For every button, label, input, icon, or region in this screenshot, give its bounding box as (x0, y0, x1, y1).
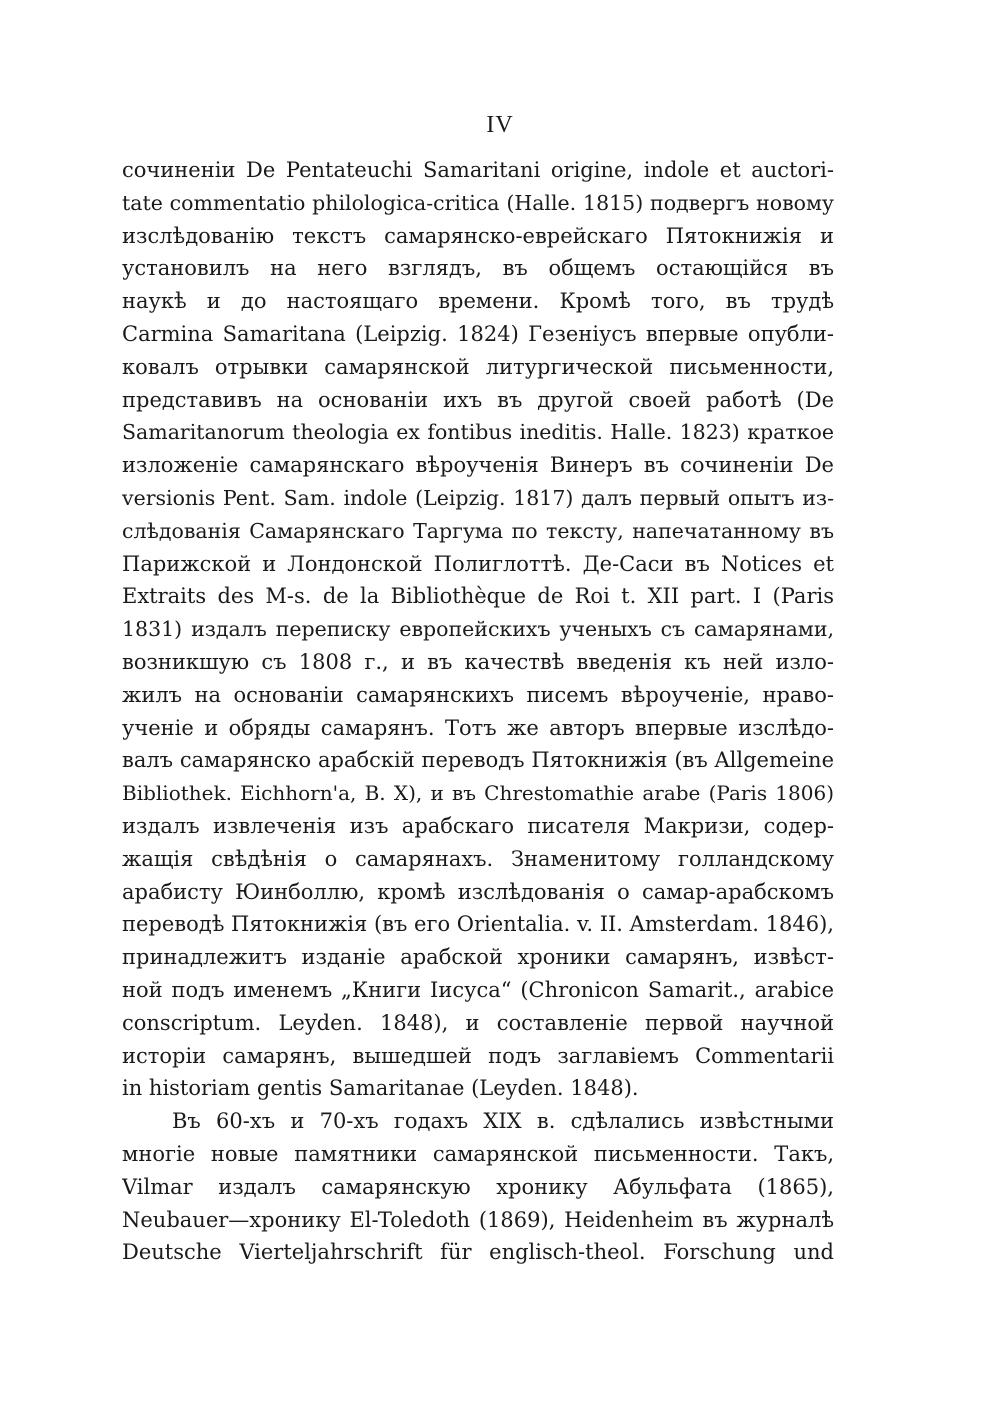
text-line: ной подъ именемъ „Книги Іисуса“ (Chronicon Samarit., arabice (122, 977, 834, 1002)
text-line: Vilmar издалъ самарянскую хронику Абульфата (1865), (122, 1174, 834, 1199)
text-line: переводѣ Пятокнижія (въ его Orientalia. v. II. Amsterdam. 1846), (122, 912, 834, 937)
text-line: Carmina Samaritana (Leipzig. 1824) Гезеніусъ впервые опубли- (122, 321, 834, 346)
text-line: установилъ на него взглядъ, въ общемъ остающійся въ (122, 256, 834, 281)
text-line: Парижской и Лондонской Полиглоттѣ. Де-Саси въ Notices et (122, 551, 834, 576)
text-line: исторіи самарянъ, вышедшей подъ заглавіемъ Commentarii (122, 1043, 834, 1068)
text-line: сочиненіи De Pentateuchi Samaritani origine, indole et auctori- (122, 158, 834, 182)
text-line: возникшую съ 1808 г., и въ качествѣ введенія къ ней изло- (122, 649, 834, 674)
text-line: Bibliothek. Eichhorn'a, B. X), и въ Chrestomathie arabe (Paris 1806) (122, 781, 834, 806)
text-line: Deutsche Vierteljahrschrift für englisch-theol. Forschung und (122, 1240, 834, 1265)
text-line: представивъ на основаніи ихъ въ другой своей работѣ (De (122, 387, 834, 412)
text-line: издалъ извлеченія изъ арабскаго писателя Макризи, содер- (122, 813, 834, 838)
text-line: жащія свѣдѣнія о самарянахъ. Знаменитому голландскому (122, 846, 834, 871)
text-line: Samaritanorum theologia ex fontibus ineditis. Halle. 1823) краткое (122, 420, 834, 445)
page-number: IV (486, 112, 514, 138)
text-line: жилъ на основаніи самарянскихъ писемъ вѣроученіе, нраво- (122, 682, 834, 707)
text-line: многіе новые памятники самарянской письменности. Такъ, (122, 1141, 834, 1166)
text-line: принадлежитъ изданіе арабской хроники самарянъ, извѣст- (122, 945, 834, 970)
text-line: Neubauer—хронику El-Toledoth (1869), Heidenheim въ журналѣ (122, 1207, 834, 1232)
paragraph-end-line: in historiam gentis Samaritanae (Leyden. 1848). (122, 1076, 639, 1101)
text-line: слѣдованія Самарянскаго Таргума по тексту, напечатанному въ (122, 518, 834, 543)
text-line: наукѣ и до настоящаго времени. Кромѣ того, въ трудѣ (122, 289, 834, 314)
text-line: изслѣдованію текстъ самарянско-еврейскаго Пятокнижія и (122, 223, 834, 248)
paragraph-start-line: Въ 60-хъ и 70-хъ годахъ XIX в. сдѣлались извѣстными (172, 1109, 834, 1134)
text-line: 1831) издалъ переписку европейскихъ ученыхъ съ самарянами, (122, 617, 834, 642)
body-text (122, 154, 834, 1269)
text-line: арабисту Юинболлю, кромѣ изслѣдованія о самар-арабскомъ (122, 879, 834, 904)
text-line: Extraits des M-s. de la Bibliothèque de Roi t. XII part. I (Paris (122, 584, 834, 609)
text-line: изложеніе самарянскаго вѣроученія Винеръ въ сочиненіи De (122, 453, 834, 478)
text-line: валъ самарянско арабскій переводъ Пятокнижія (въ Allgemeine (122, 748, 834, 773)
text-line: ковалъ отрывки самарянской литургической письменности, (122, 354, 834, 379)
text-line: tate commentatio philologica-critica (Halle. 1815) подвергъ новому (122, 190, 834, 215)
text-line: versionis Pent. Sam. indole (Leipzig. 1817) далъ первый опытъ из- (122, 485, 834, 510)
text-line: conscriptum. Leyden. 1848), и составленіе первой научной (122, 1010, 834, 1035)
text-line: ученіе и обряды самарянъ. Тотъ же авторъ впервые изслѣдо- (122, 715, 834, 740)
